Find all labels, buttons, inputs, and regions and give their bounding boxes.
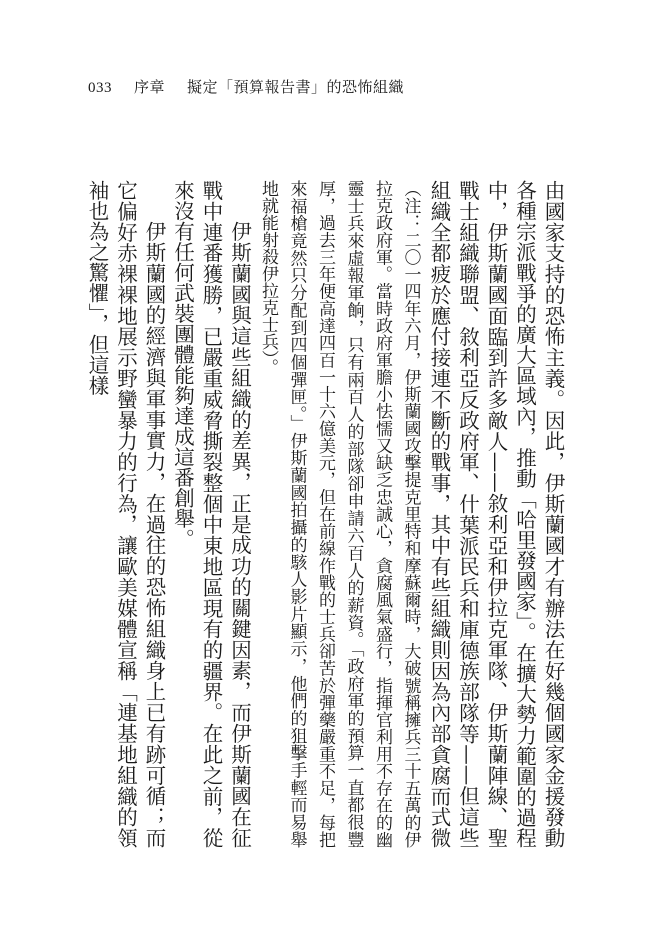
paragraph-2: 伊斯蘭國與這些組織的差異，正是成功的關鍵因素，而伊斯蘭國在征戰中連番獲勝，已嚴重威脅撕裂整個中東地區現有的疆界。在此之前，從來沒有任何武裝團體能夠達成這番創舉。: [170, 180, 252, 848]
chapter-title: 擬定「預算報告書」的恐怖組織: [187, 78, 405, 96]
chapter-label: 序章: [134, 78, 166, 96]
body-text: [83, 180, 568, 848]
running-header: [88, 76, 404, 97]
paragraph-1-text: 由國家支持的恐怖主義。因此，伊斯蘭國才有辦法在好幾個國家金援發動各種宗派戰爭的廣大區域內，推動「哈里發國家」。在擴大勢力範圍的過程中，伊斯蘭國面臨到許多敵人——敘利亞和伊拉克軍隊、伊斯蘭陣線、聖戰士組織聯盟、敘利亞反政府軍、什葉派民兵和庫德族部隊等——但這些組織全都疲於應付接連不斷的戰事，其中有些組織則因為內部貪腐而式微: [427, 180, 565, 848]
footnote-inline: （注：二〇一四年六月，伊斯蘭國攻擊提克里特和摩蘇爾時，大破號稱擁兵三十五萬的伊拉克政府軍。當時政府軍膽小怯懦又缺乏忠誠心，貪腐風氣盛行，指揮官利用不存在的幽靈士兵來虛報軍餉，只有兩百人的部隊卻申請六百人的薪資。「政府軍的預算一直都很豐厚，過去三年便高達四百一十六億美元，但在前線作戰的士兵卻苦於彈藥嚴重不足，每把來福槍竟然只分配到四個彈匣。」伊斯蘭國拍攝的駭人影片顯示，他們的狙擊手輕而易舉地就能射殺伊拉克士兵）。: [258, 180, 421, 848]
page-number: 033: [88, 80, 112, 96]
paragraph-1: [254, 180, 568, 848]
paragraph-3: 伊斯蘭國的經濟與軍事實力，在過往的恐怖組織身上已有跡可循；而它偏好赤裸裸地展示野蠻暴力的行為，讓歐美媒體宣稱「連基地組織的領袖也為之驚懼」，但這樣: [85, 180, 166, 848]
